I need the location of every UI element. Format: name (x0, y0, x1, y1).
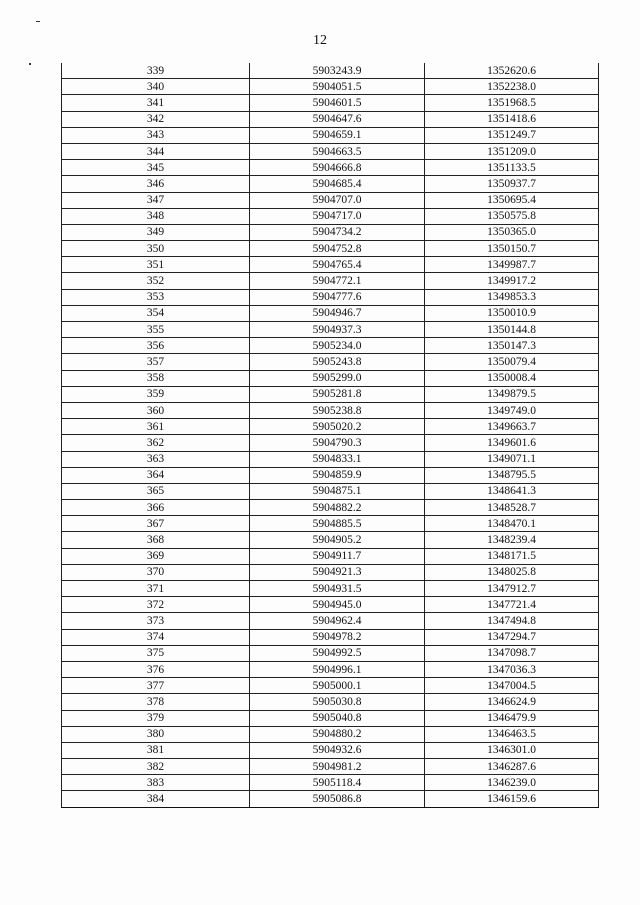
table-row (62, 451, 599, 467)
table-row (62, 257, 599, 273)
y-coordinate-cell: 1348641.3 (425, 483, 599, 499)
point-number-cell: 355 (62, 322, 250, 338)
table-row (62, 645, 599, 661)
x-coordinate-cell: 5904717.0 (250, 208, 425, 224)
table-row (62, 597, 599, 613)
x-coordinate-cell: 5904734.2 (250, 224, 425, 240)
x-coordinate-cell: 5904885.5 (250, 516, 425, 532)
point-number-cell: 340 (62, 79, 250, 95)
y-coordinate-cell: 1350144.8 (425, 322, 599, 338)
y-coordinate-cell: 1349071.1 (425, 451, 599, 467)
y-coordinate-cell: 1347494.8 (425, 613, 599, 629)
y-coordinate-cell: 1349987.7 (425, 257, 599, 273)
point-number-cell: 344 (62, 143, 250, 159)
page-number: 12 (313, 33, 327, 48)
x-coordinate-cell: 5904875.1 (250, 483, 425, 499)
x-coordinate-cell: 5904752.8 (250, 241, 425, 257)
table-row (62, 678, 599, 694)
y-coordinate-cell: 1347036.3 (425, 661, 599, 677)
point-number-cell: 368 (62, 532, 250, 548)
y-coordinate-cell: 1347004.5 (425, 678, 599, 694)
point-number-cell: 349 (62, 224, 250, 240)
table-row (62, 694, 599, 710)
point-number-cell: 342 (62, 111, 250, 127)
point-number-cell: 360 (62, 402, 250, 418)
point-number-cell: 347 (62, 192, 250, 208)
table-row (62, 500, 599, 516)
table-row (62, 370, 599, 386)
y-coordinate-cell: 1350695.4 (425, 192, 599, 208)
table-row (62, 354, 599, 370)
x-coordinate-cell: 5904981.2 (250, 759, 425, 775)
point-number-cell: 354 (62, 305, 250, 321)
scan-mark (36, 21, 40, 22)
point-number-cell: 363 (62, 451, 250, 467)
x-coordinate-cell: 5904772.1 (250, 273, 425, 289)
point-number-cell: 352 (62, 273, 250, 289)
x-coordinate-cell: 5905118.4 (250, 775, 425, 791)
table-row (62, 176, 599, 192)
point-number-cell: 339 (62, 63, 250, 79)
x-coordinate-cell: 5904666.8 (250, 160, 425, 176)
y-coordinate-cell: 1350079.4 (425, 354, 599, 370)
table-row (62, 127, 599, 143)
x-coordinate-cell: 5905234.0 (250, 338, 425, 354)
point-number-cell: 364 (62, 467, 250, 483)
table-row (62, 241, 599, 257)
x-coordinate-cell: 5904978.2 (250, 629, 425, 645)
table-row (62, 338, 599, 354)
table-row (62, 791, 599, 807)
y-coordinate-cell: 1347912.7 (425, 581, 599, 597)
table-row (62, 386, 599, 402)
point-number-cell: 357 (62, 354, 250, 370)
table-row (62, 143, 599, 159)
coordinates-table-body (62, 63, 599, 807)
point-number-cell: 351 (62, 257, 250, 273)
table-row (62, 192, 599, 208)
point-number-cell: 356 (62, 338, 250, 354)
table-row (62, 435, 599, 451)
scan-mark (29, 63, 31, 65)
table-row (62, 726, 599, 742)
table-row (62, 532, 599, 548)
table-row (62, 273, 599, 289)
y-coordinate-cell: 1347294.7 (425, 629, 599, 645)
x-coordinate-cell: 5905281.8 (250, 386, 425, 402)
table-row (62, 95, 599, 111)
coordinates-table (61, 63, 599, 808)
table-row (62, 548, 599, 564)
table-row (62, 629, 599, 645)
table-row (62, 564, 599, 580)
point-number-cell: 371 (62, 581, 250, 597)
table-row (62, 581, 599, 597)
y-coordinate-cell: 1352238.0 (425, 79, 599, 95)
point-number-cell: 359 (62, 386, 250, 402)
point-number-cell: 361 (62, 419, 250, 435)
x-coordinate-cell: 5905238.8 (250, 402, 425, 418)
table-row (62, 63, 599, 79)
x-coordinate-cell: 5905040.8 (250, 710, 425, 726)
y-coordinate-cell: 1347721.4 (425, 597, 599, 613)
table-row (62, 710, 599, 726)
y-coordinate-cell: 1351249.7 (425, 127, 599, 143)
table-row (62, 160, 599, 176)
x-coordinate-cell: 5904882.2 (250, 500, 425, 516)
y-coordinate-cell: 1348239.4 (425, 532, 599, 548)
y-coordinate-cell: 1350147.3 (425, 338, 599, 354)
point-number-cell: 362 (62, 435, 250, 451)
y-coordinate-cell: 1350575.8 (425, 208, 599, 224)
y-coordinate-cell: 1351968.5 (425, 95, 599, 111)
y-coordinate-cell: 1350010.9 (425, 305, 599, 321)
point-number-cell: 380 (62, 726, 250, 742)
y-coordinate-cell: 1349917.2 (425, 273, 599, 289)
y-coordinate-cell: 1349601.6 (425, 435, 599, 451)
x-coordinate-cell: 5903243.9 (250, 63, 425, 79)
point-number-cell: 382 (62, 759, 250, 775)
table-row (62, 742, 599, 758)
y-coordinate-cell: 1347098.7 (425, 645, 599, 661)
x-coordinate-cell: 5904911.7 (250, 548, 425, 564)
point-number-cell: 381 (62, 742, 250, 758)
y-coordinate-cell: 1349853.3 (425, 289, 599, 305)
x-coordinate-cell: 5904962.4 (250, 613, 425, 629)
x-coordinate-cell: 5904051.5 (250, 79, 425, 95)
x-coordinate-cell: 5904992.5 (250, 645, 425, 661)
x-coordinate-cell: 5905020.2 (250, 419, 425, 435)
x-coordinate-cell: 5905243.8 (250, 354, 425, 370)
x-coordinate-cell: 5904833.1 (250, 451, 425, 467)
x-coordinate-cell: 5905000.1 (250, 678, 425, 694)
x-coordinate-cell: 5905030.8 (250, 694, 425, 710)
point-number-cell: 378 (62, 694, 250, 710)
x-coordinate-cell: 5904685.4 (250, 176, 425, 192)
y-coordinate-cell: 1350365.0 (425, 224, 599, 240)
table-row (62, 402, 599, 418)
y-coordinate-cell: 1349749.0 (425, 402, 599, 418)
x-coordinate-cell: 5904921.3 (250, 564, 425, 580)
point-number-cell: 379 (62, 710, 250, 726)
table-row (62, 661, 599, 677)
table-row (62, 516, 599, 532)
y-coordinate-cell: 1348025.8 (425, 564, 599, 580)
x-coordinate-cell: 5904996.1 (250, 661, 425, 677)
y-coordinate-cell: 1348528.7 (425, 500, 599, 516)
point-number-cell: 345 (62, 160, 250, 176)
point-number-cell: 350 (62, 241, 250, 257)
table-row (62, 79, 599, 95)
y-coordinate-cell: 1348470.1 (425, 516, 599, 532)
point-number-cell: 343 (62, 127, 250, 143)
point-number-cell: 376 (62, 661, 250, 677)
x-coordinate-cell: 5904945.0 (250, 597, 425, 613)
y-coordinate-cell: 1350937.7 (425, 176, 599, 192)
x-coordinate-cell: 5904777.6 (250, 289, 425, 305)
x-coordinate-cell: 5904859.9 (250, 467, 425, 483)
point-number-cell: 384 (62, 791, 250, 807)
table-row (62, 111, 599, 127)
point-number-cell: 372 (62, 597, 250, 613)
table-row (62, 289, 599, 305)
table-row (62, 322, 599, 338)
point-number-cell: 348 (62, 208, 250, 224)
x-coordinate-cell: 5905086.8 (250, 791, 425, 807)
x-coordinate-cell: 5904765.4 (250, 257, 425, 273)
y-coordinate-cell: 1346159.6 (425, 791, 599, 807)
y-coordinate-cell: 1348171.5 (425, 548, 599, 564)
x-coordinate-cell: 5904937.3 (250, 322, 425, 338)
table-row (62, 483, 599, 499)
table-row (62, 305, 599, 321)
x-coordinate-cell: 5904707.0 (250, 192, 425, 208)
table-row (62, 419, 599, 435)
point-number-cell: 358 (62, 370, 250, 386)
point-number-cell: 374 (62, 629, 250, 645)
x-coordinate-cell: 5904932.6 (250, 742, 425, 758)
x-coordinate-cell: 5905299.0 (250, 370, 425, 386)
y-coordinate-cell: 1351133.5 (425, 160, 599, 176)
y-coordinate-cell: 1350150.7 (425, 241, 599, 257)
point-number-cell: 367 (62, 516, 250, 532)
point-number-cell: 341 (62, 95, 250, 111)
point-number-cell: 353 (62, 289, 250, 305)
y-coordinate-cell: 1346239.0 (425, 775, 599, 791)
x-coordinate-cell: 5904790.3 (250, 435, 425, 451)
x-coordinate-cell: 5904880.2 (250, 726, 425, 742)
y-coordinate-cell: 1348795.5 (425, 467, 599, 483)
x-coordinate-cell: 5904663.5 (250, 143, 425, 159)
table-row (62, 224, 599, 240)
x-coordinate-cell: 5904601.5 (250, 95, 425, 111)
point-number-cell: 370 (62, 564, 250, 580)
y-coordinate-cell: 1349663.7 (425, 419, 599, 435)
table-row (62, 467, 599, 483)
x-coordinate-cell: 5904905.2 (250, 532, 425, 548)
point-number-cell: 366 (62, 500, 250, 516)
point-number-cell: 373 (62, 613, 250, 629)
y-coordinate-cell: 1346301.0 (425, 742, 599, 758)
point-number-cell: 377 (62, 678, 250, 694)
y-coordinate-cell: 1346479.9 (425, 710, 599, 726)
x-coordinate-cell: 5904946.7 (250, 305, 425, 321)
y-coordinate-cell: 1346463.5 (425, 726, 599, 742)
table-row (62, 613, 599, 629)
table-row (62, 775, 599, 791)
table-row (62, 208, 599, 224)
x-coordinate-cell: 5904647.6 (250, 111, 425, 127)
y-coordinate-cell: 1349879.5 (425, 386, 599, 402)
y-coordinate-cell: 1351418.6 (425, 111, 599, 127)
y-coordinate-cell: 1351209.0 (425, 143, 599, 159)
y-coordinate-cell: 1346287.6 (425, 759, 599, 775)
point-number-cell: 375 (62, 645, 250, 661)
point-number-cell: 365 (62, 483, 250, 499)
point-number-cell: 346 (62, 176, 250, 192)
y-coordinate-cell: 1346624.9 (425, 694, 599, 710)
point-number-cell: 383 (62, 775, 250, 791)
y-coordinate-cell: 1350008.4 (425, 370, 599, 386)
x-coordinate-cell: 5904659.1 (250, 127, 425, 143)
table-row (62, 759, 599, 775)
point-number-cell: 369 (62, 548, 250, 564)
y-coordinate-cell: 1352620.6 (425, 63, 599, 79)
x-coordinate-cell: 5904931.5 (250, 581, 425, 597)
